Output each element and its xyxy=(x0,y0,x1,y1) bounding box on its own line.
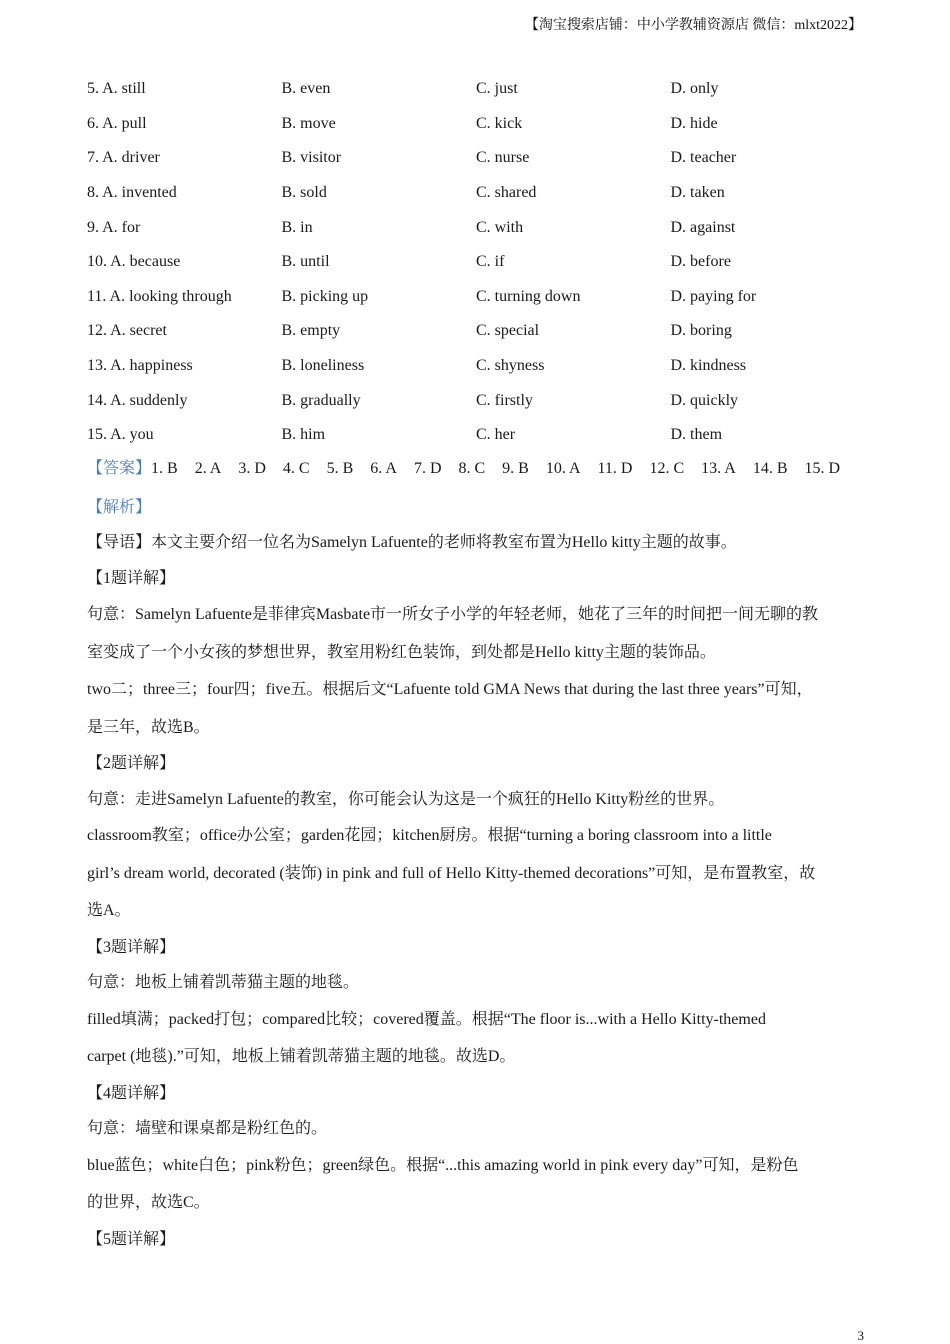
option-cell: 7. A. driver xyxy=(87,149,160,167)
option-cell: C. shyness xyxy=(476,357,545,375)
answer-item: 15. D xyxy=(804,460,841,477)
option-cell: B. sold xyxy=(281,184,327,202)
section-heading: 【5题详解】 xyxy=(87,1230,176,1248)
text-line: 句意：Samelyn Lafuente是菲律宾Masbate市一所女子小学的年轻老师，她花了三年的时间把一间无聊的教 xyxy=(87,606,819,623)
text-line: 是三年，故选B。 xyxy=(87,718,210,736)
option-cell: 12. A. secret xyxy=(87,322,167,340)
text-line: 句意：墙壁和课桌都是粉红色的。 xyxy=(87,1120,328,1137)
option-row xyxy=(87,349,887,384)
option-cell: D. boring xyxy=(670,322,732,340)
option-row xyxy=(87,176,887,211)
options-table xyxy=(87,72,887,453)
section-heading: 【4题详解】 xyxy=(87,1084,176,1102)
option-row xyxy=(87,141,887,176)
option-cell: C. nurse xyxy=(476,149,530,167)
option-cell: C. special xyxy=(476,322,540,340)
answer-item: 14. B xyxy=(752,460,788,477)
option-cell: D. quickly xyxy=(670,391,739,409)
option-cell: D. kindness xyxy=(670,357,747,375)
answer-item: 4. C xyxy=(282,460,310,477)
option-cell: D. hide xyxy=(670,114,718,132)
option-cell: 8. A. invented xyxy=(87,184,177,202)
section-heading: 【3题详解】 xyxy=(87,938,176,956)
option-row xyxy=(87,383,887,418)
option-cell: D. them xyxy=(670,426,723,444)
answer-item: 2. A xyxy=(194,460,222,477)
text-line: filled填满；packed打包；compared比较；covered覆盖。根据“The floor is...with a Hello Kitty-themed xyxy=(87,1010,766,1028)
answer-items xyxy=(151,460,840,477)
option-cell: C. shared xyxy=(476,184,537,202)
analysis-body xyxy=(87,490,867,1257)
text-line: 选A。 xyxy=(87,902,131,919)
option-cell: D. against xyxy=(670,218,736,236)
option-cell: B. until xyxy=(281,253,330,271)
answer-item: 8. C xyxy=(458,460,486,477)
text-line: 句意：地板上铺着凯蒂猫主题的地毯。 xyxy=(87,974,360,991)
option-cell: B. loneliness xyxy=(281,357,365,375)
section-heading: 【1题详解】 xyxy=(87,569,176,587)
option-cell: 5. A. still xyxy=(87,80,146,98)
option-row xyxy=(87,72,887,107)
option-cell: B. visitor xyxy=(281,149,342,167)
option-cell: 9. A. for xyxy=(87,218,141,236)
option-cell: 11. A. looking through xyxy=(87,287,232,305)
option-cell: C. turning down xyxy=(476,287,581,305)
option-row xyxy=(87,280,887,315)
page-number: 3 xyxy=(857,1328,864,1343)
option-cell: 14. A. suddenly xyxy=(87,391,188,409)
section-heading: 【2题详解】 xyxy=(87,755,176,772)
text-line: blue蓝色；white白色；pink粉色；green绿色。根据“...this amazing world in pink every day”可知，是粉色 xyxy=(87,1156,799,1174)
answer-item: 13. A xyxy=(701,460,736,477)
option-cell: B. in xyxy=(281,218,313,236)
option-cell: D. before xyxy=(670,253,731,271)
option-cell: B. empty xyxy=(281,322,341,340)
answer-label: 【答案】 xyxy=(87,460,152,477)
text-line: girl’s dream world, decorated (装饰) in pink and full of Hello Kitty-themed decorations”可知，是布置教室，故 xyxy=(87,864,816,882)
option-cell: D. teacher xyxy=(670,149,737,167)
option-cell: D. only xyxy=(670,80,719,98)
option-cell: C. if xyxy=(476,253,505,271)
option-row xyxy=(87,210,887,245)
answer-item: 3. D xyxy=(238,460,266,477)
option-row xyxy=(87,418,887,453)
analysis-label: 【解析】 xyxy=(87,499,152,516)
answer-item: 6. A xyxy=(370,460,397,477)
section-heading: 【导语】本文主要介绍一位名为Samelyn Lafuente的老师将教室布置为Hello kitty主题的故事。 xyxy=(87,534,737,551)
option-cell: 6. A. pull xyxy=(87,114,147,132)
option-cell: B. picking up xyxy=(281,287,369,305)
option-cell: B. move xyxy=(281,114,336,132)
option-cell: 10. A. because xyxy=(87,253,181,271)
option-row xyxy=(87,245,887,280)
option-row xyxy=(87,107,887,142)
text-line: two二；three三；four四；five五。根据后文“Lafuente told GMA News that during the last three years”可知， xyxy=(87,681,813,698)
option-cell: C. firstly xyxy=(476,391,533,409)
option-cell: D. paying for xyxy=(670,287,757,305)
option-cell: B. him xyxy=(281,426,326,444)
option-cell: C. with xyxy=(476,218,524,236)
answer-item: 11. D xyxy=(597,460,633,477)
text-line: carpet (地毯).”可知，地板上铺着凯蒂猫主题的地毯。故选D。 xyxy=(87,1048,516,1065)
option-cell: 15. A. you xyxy=(87,426,154,444)
page-header: 【淘宝搜索店铺：中小学教辅资源店 微信：mlxt2022】 xyxy=(524,18,862,33)
option-cell: 13. A. happiness xyxy=(87,357,193,375)
answer-item: 1. B xyxy=(151,460,178,477)
option-cell: C. just xyxy=(476,80,518,98)
text-line: 室变成了一个小女孩的梦想世界，教室用粉红色装饰，到处都是Hello kitty主题的装饰品。 xyxy=(87,643,716,661)
option-cell: C. her xyxy=(476,426,516,444)
option-cell: B. gradually xyxy=(281,391,361,409)
text-line: classroom教室；office办公室；garden花园；kitchen厨房。根据“turning a boring classroom into a little xyxy=(87,827,772,844)
answer-item: 10. A xyxy=(545,460,581,477)
option-cell: D. taken xyxy=(670,184,725,202)
option-row xyxy=(87,314,887,349)
text-line: 的世界，故选C。 xyxy=(87,1194,210,1211)
analysis-lines xyxy=(87,525,867,1257)
answer-item: 7. D xyxy=(413,460,442,477)
answer-line xyxy=(87,455,840,478)
answer-item: 5. B xyxy=(326,460,354,477)
answer-item: 12. C xyxy=(649,460,685,477)
answer-item: 9. B xyxy=(502,460,529,477)
option-cell: B. even xyxy=(281,80,331,98)
option-cell: C. kick xyxy=(476,114,523,132)
text-line: 句意：走进Samelyn Lafuente的教室，你可能会认为这是一个疯狂的Hello Kitty粉丝的世界。 xyxy=(87,790,725,808)
